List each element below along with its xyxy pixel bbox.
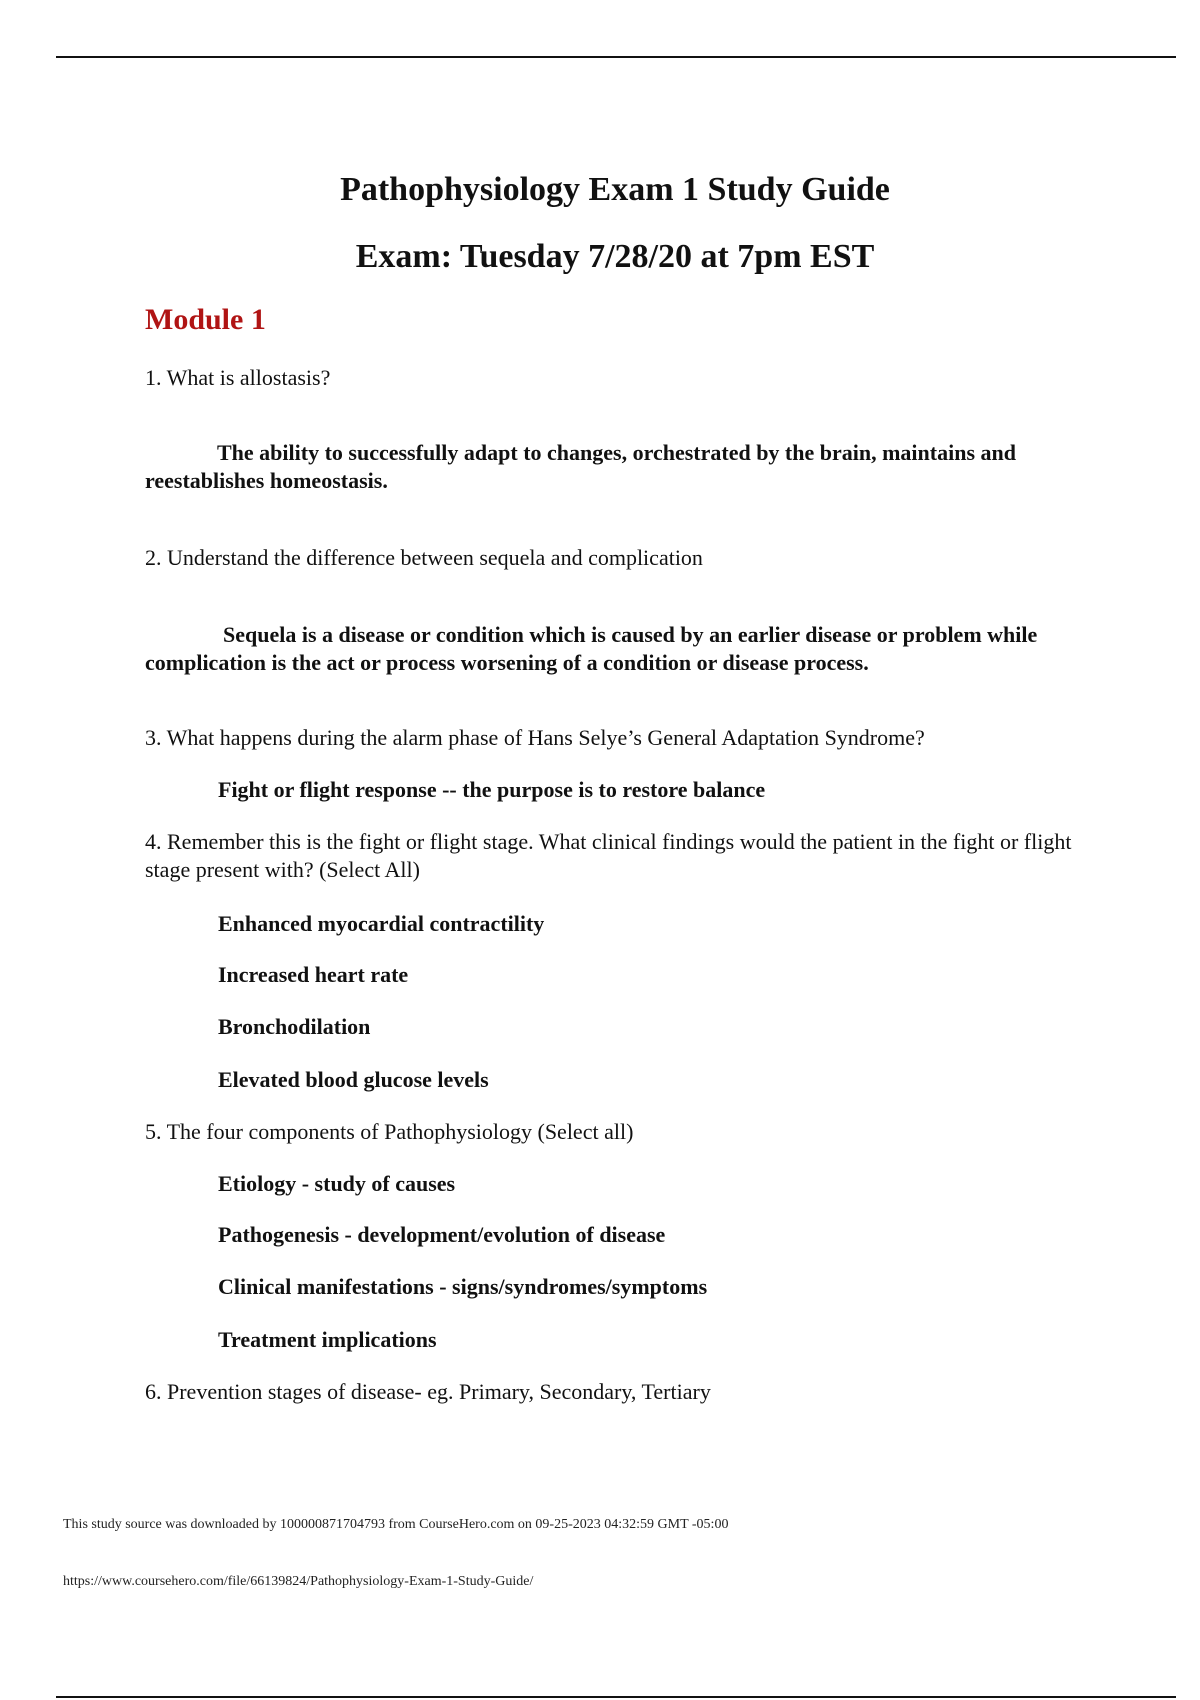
question-1: 1. What is allostasis? bbox=[145, 365, 331, 390]
answer-4-item: Elevated blood glucose levels bbox=[218, 1067, 489, 1092]
answer-5-item: Clinical manifestations - signs/syndromes/symptoms bbox=[218, 1274, 708, 1299]
answer-4-item: Enhanced myocardial contractility bbox=[218, 911, 545, 936]
source-url[interactable]: https://www.coursehero.com/file/66139824/Pathophysiology-Exam-1-Study-Guide/ bbox=[63, 1574, 534, 1589]
question-6: 6. Prevention stages of disease- eg. Primary, Secondary, Tertiary bbox=[145, 1379, 711, 1404]
question-4: 4. Remember this is the fight or flight stage. What clinical findings would the patient in the fight or flight stage present with? (Select All) bbox=[145, 829, 1072, 882]
answer-2: Sequela is a disease or condition which is caused by an earlier disease or problem while complication is the act or process worsening of a condition or disease process. bbox=[145, 622, 1038, 675]
answer-5-item: Treatment implications bbox=[218, 1327, 437, 1352]
question-5: 5. The four components of Pathophysiology (Select all) bbox=[145, 1119, 634, 1144]
answer-3: Fight or flight response -- the purpose is to restore balance bbox=[218, 777, 766, 802]
exam-date-subtitle: Exam: Tuesday 7/28/20 at 7pm EST bbox=[355, 238, 875, 275]
module-heading: Module 1 bbox=[145, 303, 266, 336]
answer-4-item: Bronchodilation bbox=[218, 1014, 371, 1039]
top-rule bbox=[56, 56, 1176, 58]
question-3: 3. What happens during the alarm phase of Hans Selye’s General Adaptation Syndrome? bbox=[145, 725, 925, 750]
answer-5-item: Pathogenesis - development/evolution of disease bbox=[218, 1222, 666, 1247]
bottom-rule bbox=[56, 1696, 1176, 1698]
document-title: Pathophysiology Exam 1 Study Guide bbox=[340, 171, 890, 208]
answer-5-item: Etiology - study of causes bbox=[218, 1171, 456, 1196]
question-2: 2. Understand the difference between sequela and complication bbox=[145, 545, 703, 570]
answer-1: The ability to successfully adapt to changes, orchestrated by the brain, maintains and reestablishes homeostasis. bbox=[145, 440, 1016, 493]
download-source-note: This study source was downloaded by 100000871704793 from CourseHero.com on 09-25-2023 04:32:59 GMT -05:00 bbox=[63, 1517, 729, 1532]
answer-4-item: Increased heart rate bbox=[218, 962, 409, 987]
